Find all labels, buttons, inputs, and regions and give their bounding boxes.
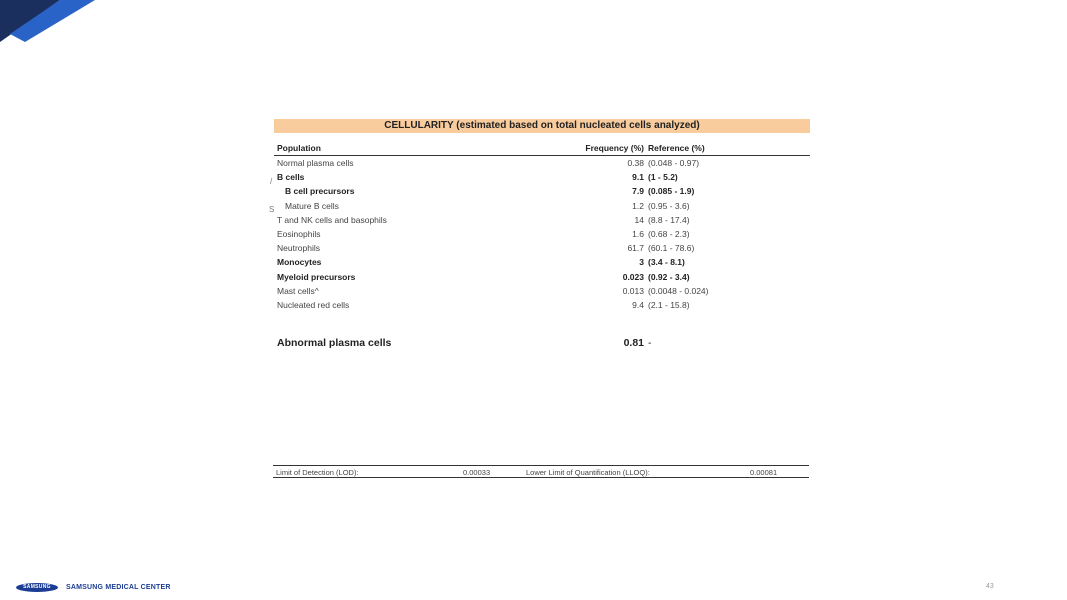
cell-reference: (0.68 - 2.3) (648, 228, 690, 239)
cell-frequency: 1.6 (632, 228, 644, 239)
header-reference: Reference (%) (648, 143, 705, 153)
stray-mark: S (269, 205, 275, 214)
abnormal-reference: - (648, 337, 652, 350)
logo-badge: SAMSUNG (16, 583, 58, 592)
cell-reference: (0.92 - 3.4) (648, 271, 690, 282)
cell-population: Eosinophils (277, 228, 321, 239)
logo-text: SAMSUNG MEDICAL CENTER (66, 584, 171, 591)
table-row (274, 227, 810, 241)
cell-reference: (2.1 - 15.8) (648, 299, 690, 310)
table-row (274, 170, 810, 184)
corner-decoration (0, 0, 110, 50)
cell-reference: (0.0048 - 0.024) (648, 285, 709, 296)
table-row (274, 213, 810, 227)
lloq-value: 0.00081 (750, 467, 778, 477)
cellularity-table (274, 119, 810, 352)
cell-frequency: 3 (639, 257, 644, 268)
samsung-logo (16, 582, 171, 593)
table-row (274, 284, 810, 298)
cell-population: B cell precursors (285, 186, 355, 197)
cell-reference: (3.4 - 8.1) (648, 257, 685, 268)
table-header (274, 141, 810, 156)
table-row (274, 255, 810, 269)
cell-population: Mast cells^ (277, 285, 319, 296)
cell-population: Normal plasma cells (277, 158, 354, 168)
cell-population: Nucleated red cells (277, 299, 350, 310)
lloq-label: Lower Limit of Quantification (LLOQ): (526, 467, 650, 477)
cell-reference: (0.048 - 0.97) (648, 158, 700, 168)
table-row (274, 270, 810, 284)
cell-population: Mature B cells (285, 200, 339, 211)
cell-frequency: 0.013 (622, 285, 644, 296)
cell-population: Myeloid precursors (277, 271, 356, 282)
table-body (274, 156, 810, 312)
stray-mark: / (270, 177, 273, 186)
cell-reference: (0.95 - 3.6) (648, 200, 690, 211)
lod-label: Limit of Detection (LOD): (276, 467, 359, 477)
header-frequency: Frequency (%) (585, 143, 644, 153)
cell-reference: (60.1 - 78.6) (648, 243, 695, 254)
cell-frequency: 14 (634, 214, 644, 225)
abnormal-plasma-row (274, 334, 810, 352)
cell-population: Neutrophils (277, 243, 320, 254)
page-number: 43 (986, 583, 994, 590)
lod-value: 0.00033 (463, 467, 491, 477)
cell-frequency: 7.9 (632, 186, 644, 197)
limits-row (273, 465, 809, 478)
table-row (274, 199, 810, 213)
table-row (274, 241, 810, 255)
cell-frequency: 0.023 (622, 271, 644, 282)
table-row (274, 156, 810, 170)
cell-population: T and NK cells and basophils (277, 214, 387, 225)
cell-population: B cells (277, 172, 305, 183)
cell-reference: (0.085 - 1.9) (648, 186, 695, 197)
cell-frequency: 0.38 (627, 158, 644, 168)
cell-reference: (1 - 5.2) (648, 172, 678, 183)
table-row (274, 184, 810, 198)
cell-frequency: 1.2 (632, 200, 644, 211)
cell-frequency: 61.7 (627, 243, 644, 254)
header-population: Population (277, 143, 321, 153)
cell-population: Monocytes (277, 257, 322, 268)
cell-frequency: 9.1 (632, 172, 644, 183)
cell-reference: (8.8 - 17.4) (648, 214, 690, 225)
table-row (274, 298, 810, 312)
table-title: CELLULARITY (estimated based on total nucleated cells analyzed) (274, 119, 810, 133)
abnormal-frequency: 0.81 (623, 337, 644, 350)
abnormal-population: Abnormal plasma cells (277, 337, 392, 350)
cell-frequency: 9.4 (632, 299, 644, 310)
